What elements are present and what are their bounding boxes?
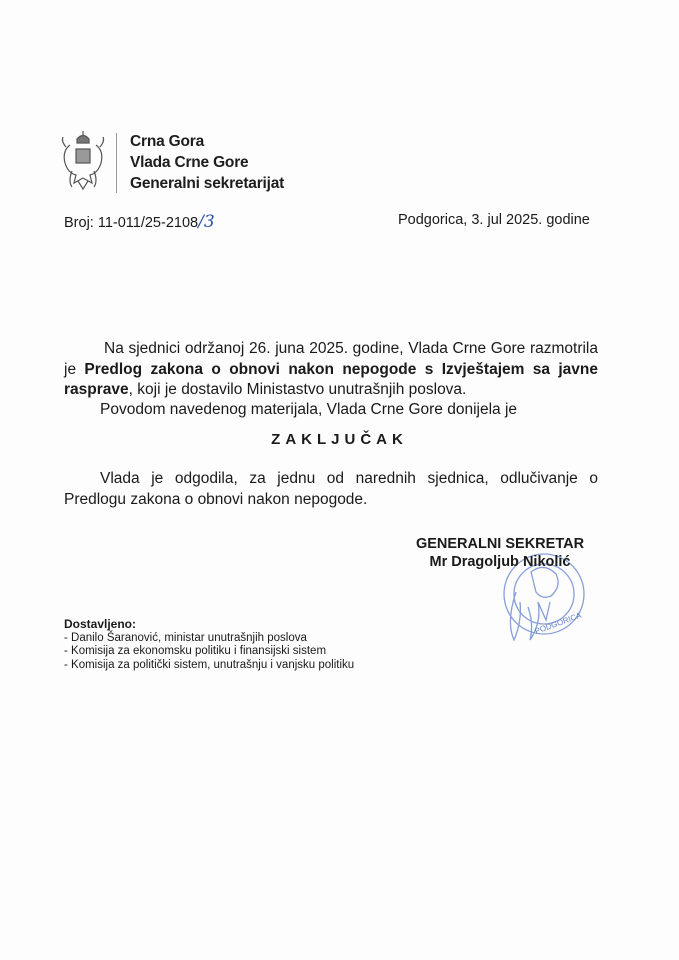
distribution-item: - Danilo Šaranović, ministar unutrašnjih poslova (64, 631, 307, 644)
distribution-item: - Komisija za politički sistem, unutrašnju i vanjsku politiku (64, 658, 355, 671)
coat-of-arms-icon (60, 131, 106, 191)
handwritten-suffix: /3 (198, 212, 215, 232)
distribution-list (64, 618, 354, 672)
signatory-title: GENERALNI SEKRETAR (415, 536, 585, 552)
paragraph-session: Na sjednici održanoj 26. juna 2025. godine, Vlada Crne Gore razmotrila je Predlog zakona o obnovi nakon nepogode s Izvještajem sa javne rasprave, koji je dostavilo Ministastvo unutrašnjih poslova. (64, 340, 598, 398)
paragraph-conclusion: Vlada je odgodila, za jednu od narednih sjednica, odlučivanje o Predlogu zakona o obnovi nakon nepogode. (64, 470, 598, 508)
reference-number: Broj: 11-011/25-2108/3 (64, 212, 215, 232)
place-date: Podgorica, 3. jul 2025. godine (398, 212, 590, 228)
distribution-item: - Komisija za ekonomsku politiku i finansijski sistem (64, 645, 327, 657)
government-name: Vlada Crne Gore (130, 154, 249, 171)
header-divider (116, 133, 117, 193)
country-name: Crna Gora (130, 133, 204, 150)
conclusion-title: ZAKLJUČAK (271, 431, 408, 448)
law-title: Predlog zakona o obnovi nakon nepogode s Izvještajem sa javne rasprave (64, 360, 598, 398)
paragraph-decision-intro: Povodom navedenog materijala, Vlada Crne Gore donijela je (100, 401, 518, 418)
department-name: Generalni sekretarijat (130, 175, 285, 192)
letterhead (60, 129, 360, 195)
signatory-name: Mr Dragoljub Nikolić (429, 554, 571, 570)
svg-text:PODGORICA: PODGORICA (533, 610, 583, 636)
signature-block (400, 535, 600, 571)
distribution-label: Dostavljeno: (64, 617, 137, 631)
